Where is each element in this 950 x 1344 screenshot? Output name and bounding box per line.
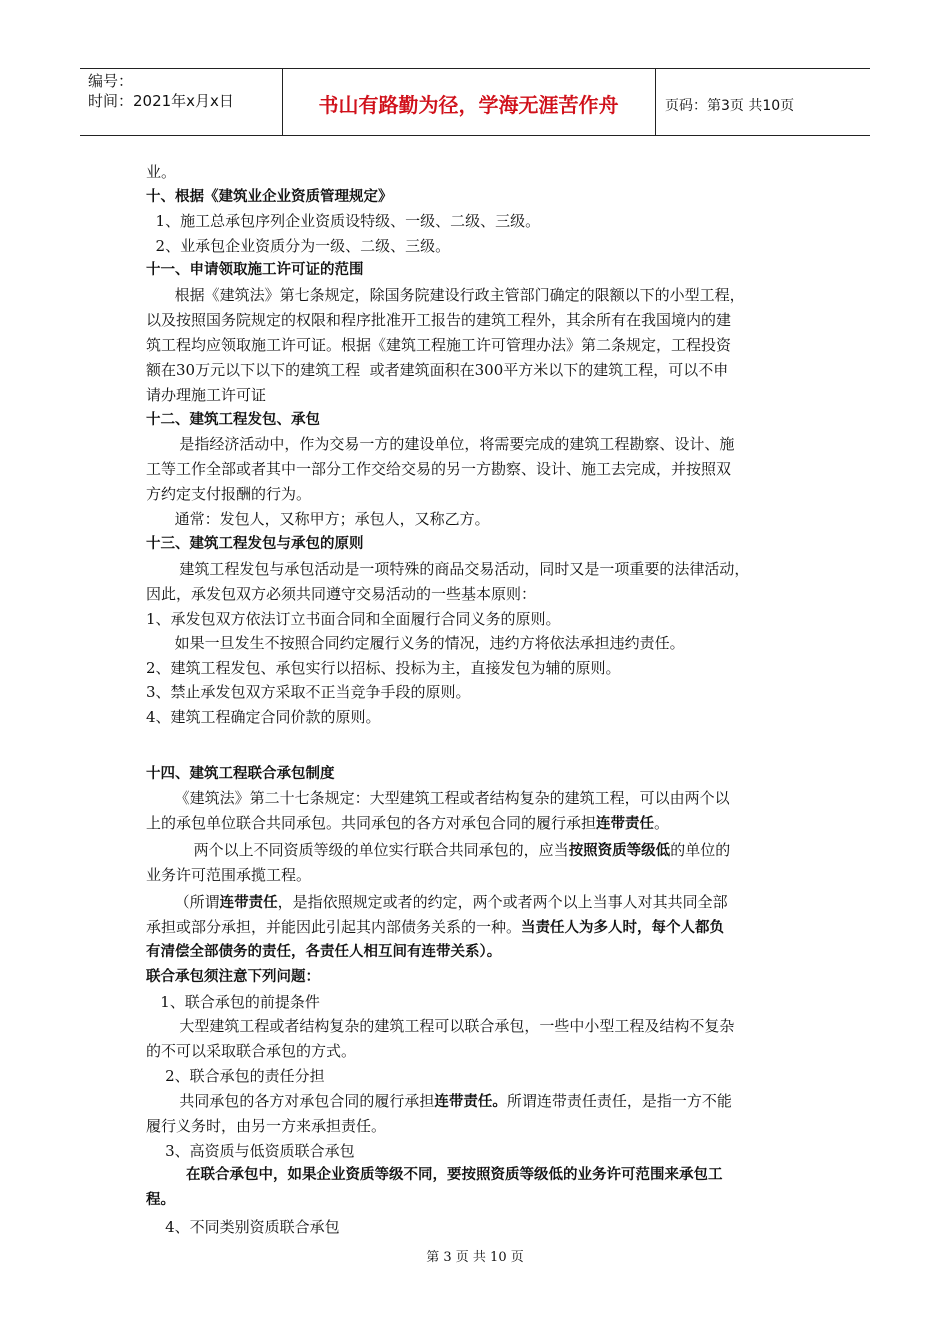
text-line: 1、联合承包的前提条件 bbox=[146, 992, 320, 1011]
text-line: 的不可以采取联合承包的方式。 bbox=[146, 1042, 357, 1060]
text-line bbox=[146, 915, 816, 940]
text-line: 4、建筑工程确定合同价款的原则。 bbox=[146, 707, 381, 726]
bold-line: 有清偿全部债务的责任，各责任人相互间有连带关系）。 bbox=[146, 944, 502, 960]
bold-line: 在联合承包中，如果企业资质等级不同，要按照资质等级低的业务许可范围来承包工 bbox=[186, 1167, 723, 1183]
text-run: 上的承包单位联合共同承包。共同承包的各方对承包合同的履行承担 bbox=[146, 814, 597, 832]
header-divider-2 bbox=[655, 69, 656, 135]
text-line: 3、高资质与低资质联合承包 bbox=[146, 1141, 355, 1160]
doc-number-label: 编号： bbox=[88, 72, 134, 90]
page-header bbox=[80, 68, 870, 136]
text-line: 请办理施工许可证 bbox=[146, 385, 267, 404]
header-page-number: 页码：第3页 共10页 bbox=[665, 98, 795, 114]
page-footer: 第 3 页 共 10 页 bbox=[426, 1250, 524, 1265]
header-meta bbox=[88, 71, 234, 111]
text-line bbox=[146, 811, 816, 836]
blank-line bbox=[146, 729, 816, 754]
text-line: 1、施工总承包序列企业资质设特级、一级、二级、三级。 bbox=[146, 212, 541, 230]
text-line bbox=[146, 890, 816, 915]
text-line: 工等工作全部或者其中一部分工作交给交易的另一方勘察、设计、施工去完成，并按照双 bbox=[146, 460, 732, 478]
text-line: 是指经济活动中，作为交易一方的建设单位，将需要完成的建筑工程勘察、设计、施 bbox=[146, 435, 735, 453]
text-line: 大型建筑工程或者结构复杂的建筑工程可以联合承包，一些中小型工程及结构不复杂 bbox=[146, 1017, 735, 1035]
bold-line: 程。 bbox=[146, 1192, 175, 1208]
text-line: 《建筑法》第二十七条规定：大型建筑工程或者结构复杂的建筑工程，可以由两个以 bbox=[146, 789, 730, 807]
text-run: ，是指依照规定或者的约定，两个或者两个以上当事人对其共同全部 bbox=[277, 893, 728, 911]
section-heading: 十二、建筑工程发包、承包 bbox=[146, 411, 320, 428]
section-heading: 十、根据《建筑业企业资质管理规定》 bbox=[146, 188, 393, 205]
header-motto: 书山有路勤为径，学海无涯苦作舟 bbox=[318, 93, 619, 117]
text-line bbox=[146, 1089, 816, 1114]
text-line bbox=[146, 838, 816, 863]
text-run: 承担或部分承担，并能因此引起其内部债务关系的一种。 bbox=[146, 918, 522, 936]
text-line: 2、联合承包的责任分担 bbox=[146, 1067, 325, 1085]
text-line: 1、承发包双方依法订立书面合同和全面履行合同义务的原则。 bbox=[146, 609, 561, 628]
text-line: 4、不同类别资质联合承包 bbox=[146, 1218, 340, 1236]
bold-run: 连带责任 bbox=[596, 816, 655, 832]
bold-run: 连带责任。 bbox=[434, 1093, 507, 1110]
text-line: 根据《建筑法》第七条规定，除国务院建设行政主管部门确定的限额以下的小型工程， bbox=[146, 285, 745, 304]
text-run: 两个以上不同资质等级的单位实行联合共同承包的，应当 bbox=[146, 841, 569, 859]
text-line: 因此，承发包双方必须共同遵守交易活动的一些基本原则： bbox=[146, 584, 537, 603]
text-line: 筑工程均应领取施工许可证。根据《建筑工程施工许可管理办法》第二条规定，工程投资 bbox=[146, 335, 732, 354]
text-run: 共同承包的各方对承包合同的履行承担 bbox=[146, 1091, 435, 1110]
bold-run: 连带责任 bbox=[219, 895, 278, 911]
text-line: 业务许可范围承揽工程。 bbox=[146, 866, 312, 884]
text-run: 。 bbox=[654, 814, 670, 832]
text-run: 的单位的 bbox=[670, 841, 731, 859]
text-line: 3、禁止承发包双方采取不正当竞争手段的原则。 bbox=[146, 683, 471, 701]
text-run: （所谓 bbox=[146, 893, 220, 911]
text-run: 所谓连带责任责任，是指一方不能 bbox=[506, 1091, 732, 1110]
section-heading: 十三、建筑工程发包与承包的原则 bbox=[146, 536, 364, 552]
text-line: 额在30万元以下以下的建筑工程 或者建筑面积在300平方米以下的建筑工程，可以不申 bbox=[146, 360, 729, 379]
text-line: 建筑工程发包与承包活动是一项特殊的商品交易活动，同时又是一项重要的法律活动， bbox=[146, 559, 750, 578]
section-heading: 十四、建筑工程联合承包制度 bbox=[146, 765, 335, 782]
section-heading: 联合承包须注意下列问题： bbox=[146, 969, 320, 985]
section-heading: 十一、申请领取施工许可证的范围 bbox=[146, 262, 364, 278]
text-line: 方约定支付报酬的行为。 bbox=[146, 485, 312, 503]
text-line: 业。 bbox=[146, 163, 177, 181]
text-line: 2、建筑工程发包、承包实行以招标、投标为主，直接发包为辅的原则。 bbox=[146, 658, 621, 677]
bold-run: 当责任人为多人时，每个人都负 bbox=[521, 920, 725, 936]
doc-date-label: 时间：2021年x月x日 bbox=[88, 92, 234, 110]
bold-run: 按照资质等级低 bbox=[568, 843, 671, 859]
text-line: 通常：发包人，又称甲方；承包人，又称乙方。 bbox=[146, 510, 490, 528]
document-body bbox=[146, 160, 816, 1240]
text-line: 以及按照国务院规定的权限和程序批准开工报告的建筑工程外，其余所有在我国境内的建 bbox=[146, 310, 732, 329]
text-line: 履行义务时，由另一方来承担责任。 bbox=[146, 1116, 387, 1135]
text-line: 如果一旦发生不按照合同约定履行义务的情况，违约方将依法承担违约责任。 bbox=[146, 634, 685, 652]
text-line: 2、业承包企业资质分为一级、二级、三级。 bbox=[146, 236, 451, 255]
